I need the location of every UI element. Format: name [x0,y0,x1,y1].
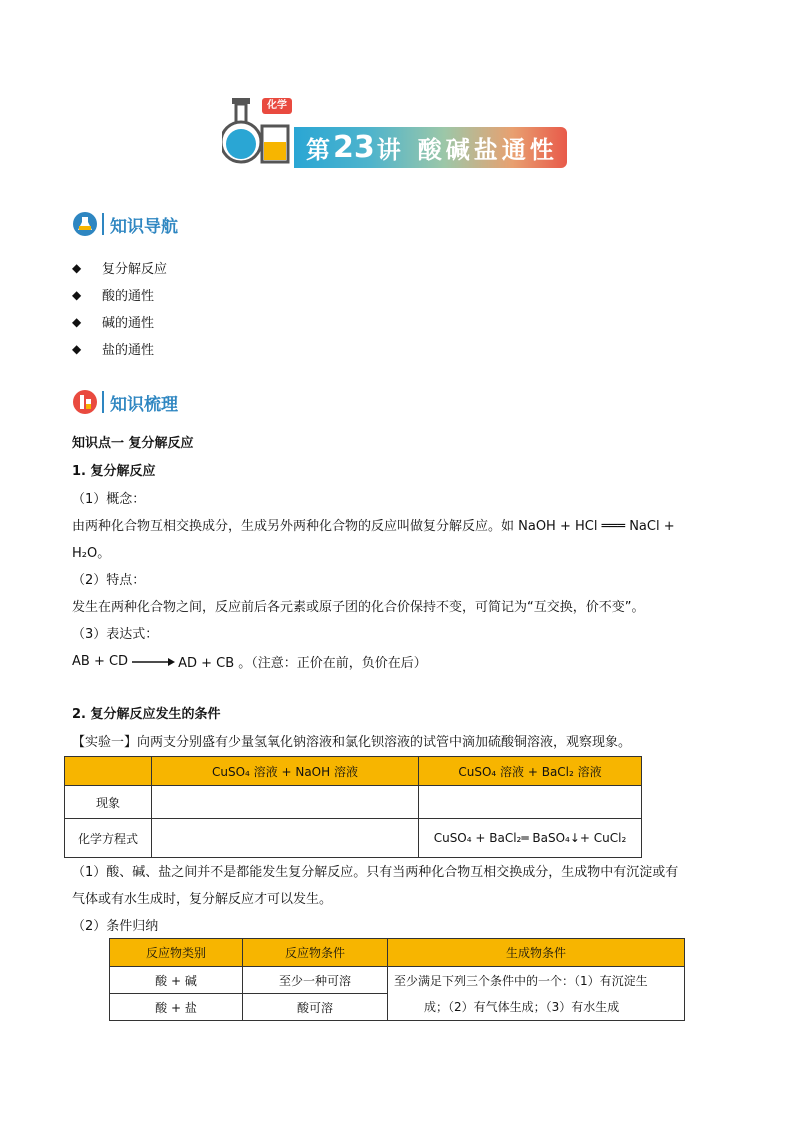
lecture-topic: 酸碱盐通性 [417,136,558,164]
lecture-banner [294,127,567,168]
nav-item-label: 碱的通性 [102,316,155,331]
table-header-cell [65,757,152,786]
lecture-suffix: 讲 [376,136,402,164]
s2-title: 2. 复分解反应发生的条件 [72,707,221,722]
feature-text: 发生在两种化合物之间，反应前后各元素或原子团的化合价保持不变，可简记为“互交换，价不变”。 [72,600,645,615]
nav-title: 知识导航 [110,216,178,237]
lab-icon [72,389,98,415]
table-header-cell: CuSO₄ 溶液 + NaOH 溶液 [152,757,419,786]
feature-label: （2）特点： [72,573,146,588]
experiment-table [64,756,642,858]
table-cell: 化学方程式 [65,819,152,858]
table-header-cell: 反应物类别 [110,939,243,967]
table-cell: 酸 + 盐 [110,994,243,1021]
nav-list [72,254,167,362]
table-header-cell: 反应物条件 [243,939,388,967]
concept-label: （1）概念： [72,492,146,507]
nav-item-label: 盐的通性 [102,343,155,358]
concept-text-cont: H₂O。 [72,546,111,561]
table-cell [152,819,419,858]
table-row [65,786,642,819]
arrow-icon [130,657,176,667]
lecture-number: 23 [333,130,375,165]
note-1-cont: 气体或有水生成时，复分解反应才可以发生。 [72,892,333,907]
section-divider [102,391,104,413]
diamond-bullet-icon: ◆ [72,287,82,302]
note-1: （1）酸、碱、盐之间并不是都能发生复分解反应。只有当两种化合物互相交换成分，生成物中有沉淀或有 [72,865,679,880]
table-cell: CuSO₄ + BaCl₂═ BaSO₄↓+ CuCl₂ [419,819,642,858]
expression [72,652,427,671]
flask-icon [72,211,98,237]
nav-item [72,281,167,308]
lecture-prefix: 第 [306,136,331,164]
diamond-bullet-icon: ◆ [72,314,82,329]
table-cell: 现象 [65,786,152,819]
nav-item-label: 酸的通性 [102,289,155,304]
note-2: （2）条件归纳 [72,919,159,934]
section-divider [102,213,104,235]
table-cell: 至少一种可溶 [243,967,388,994]
nav-section-header [72,211,178,237]
table-cell [419,786,642,819]
nav-item [72,335,167,362]
table-row [110,967,685,994]
table-cell [152,786,419,819]
nav-item-label: 复分解反应 [102,262,168,277]
table-header-cell: 生成物条件 [388,939,685,967]
conditions-table [109,938,685,1021]
review-section-header [72,389,178,415]
table-header-cell: CuSO₄ 溶液 + BaCl₂ 溶液 [419,757,642,786]
concept-text: 由两种化合物互相交换成分，生成另外两种化合物的反应叫做复分解反应。如 NaOH + HCl ═══ NaCl + [72,519,675,534]
table-cell: 酸可溶 [243,994,388,1021]
experiment-text: 【实验一】向两支分别盛有少量氢氧化钠溶液和氯化钡溶液的试管中滴加硫酸铜溶液，观察现象。 [72,735,632,750]
expression-label: （3）表达式： [72,627,159,642]
nav-item [72,308,167,335]
table-row [65,819,642,858]
nav-item [72,254,167,281]
expression-right: AD + CB 。（注意：正价在前，负价在后） [178,656,427,671]
chemistry-tag: 化学 [262,98,292,114]
diamond-bullet-icon: ◆ [72,260,82,275]
review-title: 知识梳理 [110,394,178,415]
table-cell: 酸 + 碱 [110,967,243,994]
product-condition-line: 成；（2）有气体生成；（3）有水生成 [424,999,620,1014]
s1-title: 1. 复分解反应 [72,464,156,479]
expression-left: AB + CD [72,654,129,669]
diamond-bullet-icon: ◆ [72,341,82,356]
product-condition-line: 至少满足下列三个条件中的一个：（1）有沉淀生 [394,973,648,988]
kp1-title: 知识点一 复分解反应 [72,436,194,451]
merged-product-cell [388,967,685,1021]
